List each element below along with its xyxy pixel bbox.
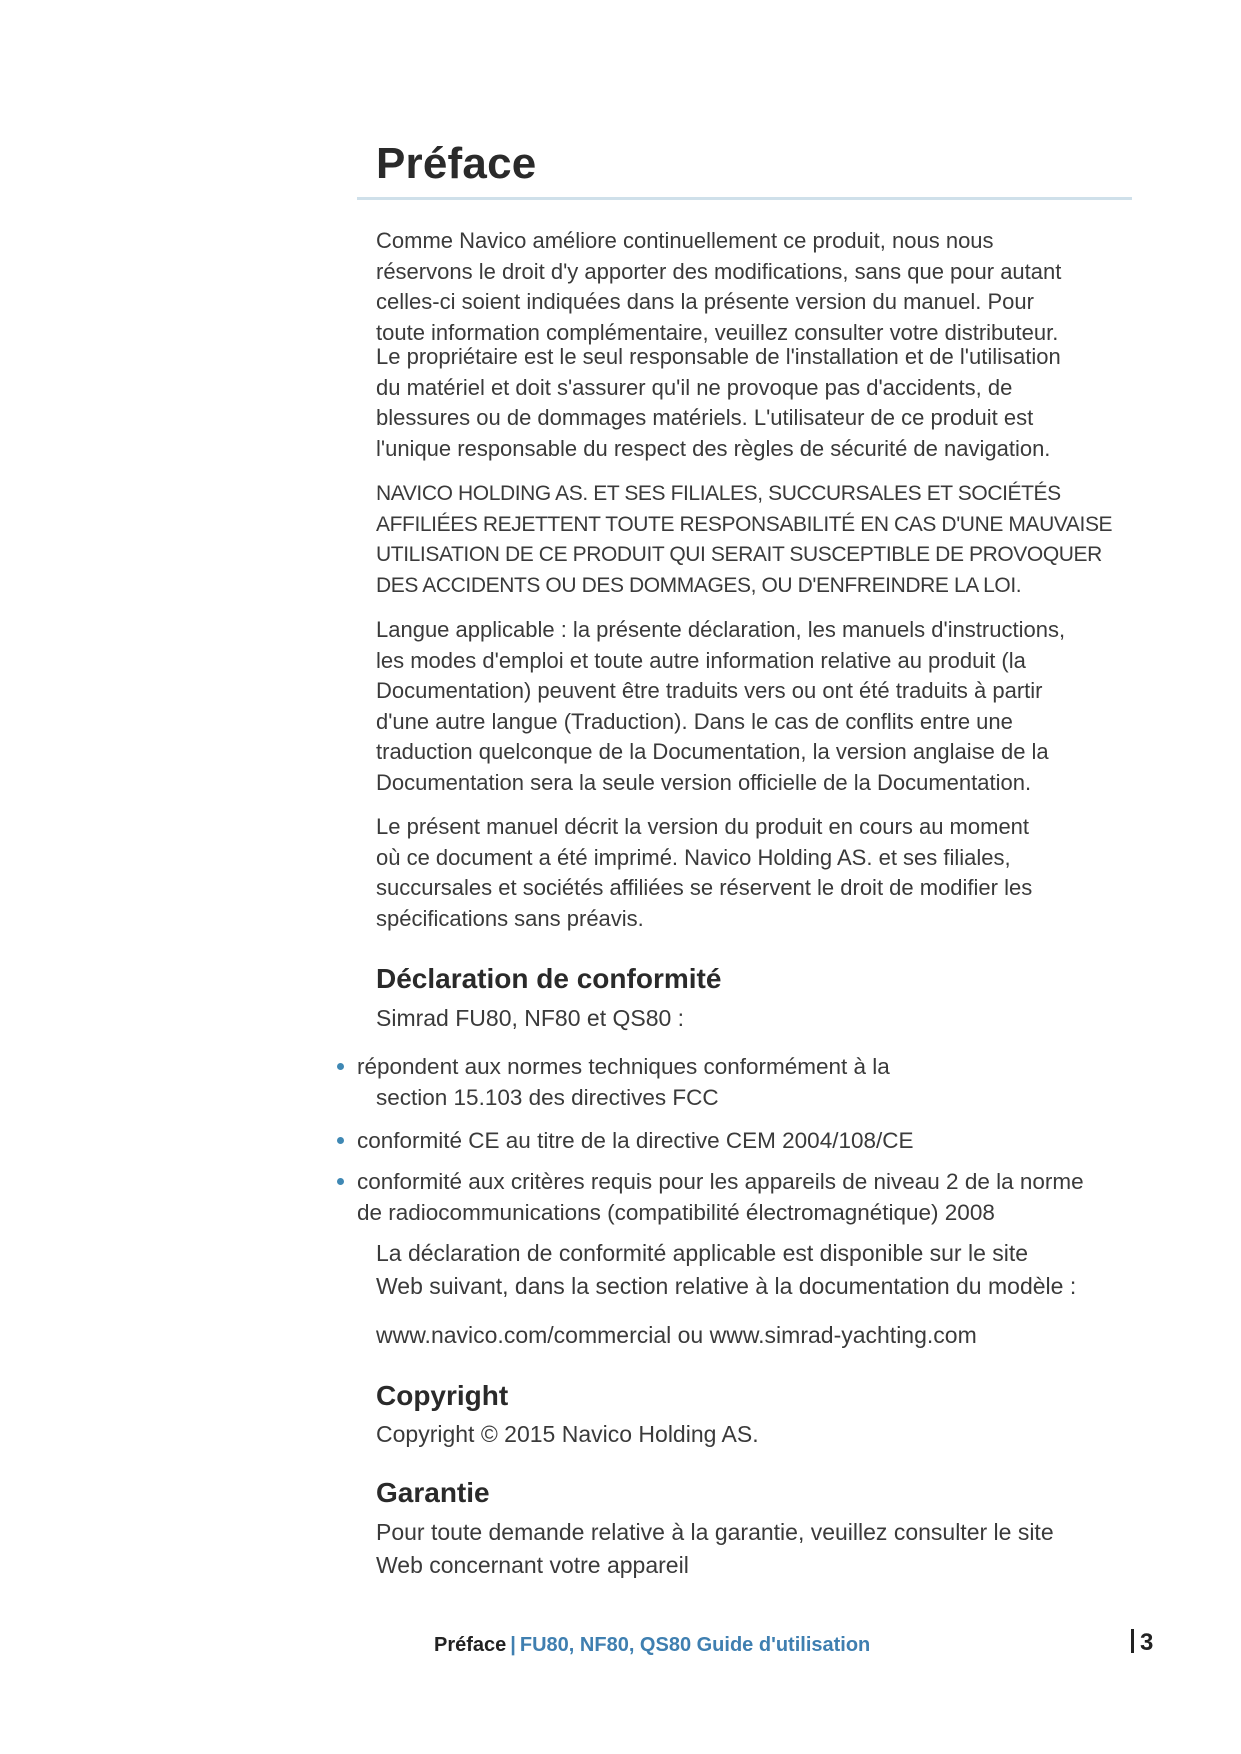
text-line: Copyright © 2015 Navico Holding AS. [376, 1421, 759, 1447]
conformity-availability [376, 1237, 1136, 1303]
warranty-text [376, 1516, 1136, 1582]
bullet-dot-icon [337, 1137, 344, 1144]
text-line: spécifications sans préavis. [376, 905, 644, 931]
page-number [1131, 1628, 1153, 1658]
conformity-intro [376, 1003, 1136, 1034]
text-line: Documentation) peuvent être traduits vers ou ont été traduits à partir [376, 678, 1043, 703]
bullet-text [357, 1125, 1137, 1156]
footer-document-title: FU80, NF80, QS80 Guide d'utilisation [519, 1634, 871, 1656]
copyright-heading: Copyright [376, 1380, 509, 1411]
text-line: blessures ou de dommages matériels. L'utilisateur de ce produit est [376, 405, 1034, 430]
text-line: Le propriétaire est le seul responsable de l'installation et de l'utilisation [376, 344, 1061, 369]
bullet-text [357, 1166, 1137, 1228]
preface-paragraph-3-disclaimer [376, 479, 1136, 601]
preface-paragraph-1 [376, 226, 1136, 348]
text-line: les modes d'emploi et toute autre information relative au produit (la [376, 647, 1026, 673]
text-line: du matériel et doit s'assurer qu'il ne provoque pas d'accidents, de [376, 374, 1013, 400]
text-line: www.navico.com/commercial ou www.simrad-yachting.com [376, 1322, 977, 1348]
text-line: Le présent manuel décrit la version du produit en cours au moment [376, 814, 1030, 839]
text-line: Web concernant votre appareil [376, 1552, 689, 1578]
text-line: toute information complémentaire, veuillez consulter votre distributeur. [376, 319, 1059, 345]
text-line: NAVICO HOLDING AS. ET SES FILIALES, SUCCURSALES ET SOCIÉTÉS [376, 482, 1061, 505]
conformity-websites [376, 1320, 1136, 1351]
text-line: répondent aux normes techniques conformément à la [357, 1054, 890, 1079]
text-line: AFFILIÉES REJETTENT TOUTE RESPONSABILITÉ EN CAS D'UNE MAUVAISE [376, 512, 1113, 536]
text-line: de radiocommunications (compatibilité électromagnétique) 2008 [357, 1200, 995, 1225]
text-line: section 15.103 des directives FCC [376, 1085, 719, 1110]
text-line: Langue applicable : la présente déclaration, les manuels d'instructions, [376, 617, 1066, 642]
text-line: conformité CE au titre de la directive CEM 2004/108/CE [357, 1128, 914, 1153]
preface-paragraph-5 [376, 812, 1136, 934]
preface-paragraph-4 [376, 615, 1136, 798]
copyright-text [376, 1419, 1136, 1450]
text-line: UTILISATION DE CE PRODUIT QUI SERAIT SUSCEPTIBLE DE PROVOQUER [376, 543, 1102, 566]
text-line: conformité aux critères requis pour les appareils de niveau 2 de la norme [357, 1169, 1084, 1194]
text-line: celles-ci soient indiquées dans la présente version du manuel. Pour [376, 289, 1034, 314]
text-line: l'unique responsable du respect des règles de sécurité de navigation. [376, 435, 1051, 461]
text-line: Pour toute demande relative à la garantie, veuillez consulter le site [376, 1519, 1054, 1545]
footer-separator: | [510, 1634, 516, 1656]
text-line: Simrad FU80, NF80 et QS80 : [376, 1005, 685, 1031]
text-line: Documentation sera la seule version officielle de la Documentation. [376, 769, 1032, 795]
warranty-heading: Garantie [376, 1477, 490, 1508]
page-title: Préface [376, 139, 537, 188]
conformity-heading: Déclaration de conformité [376, 963, 722, 994]
text-line: réservons le droit d'y apporter des modifications, sans que pour autant [376, 258, 1062, 284]
bullet-dot-icon [337, 1178, 344, 1185]
page-number-value: 3 [1140, 1629, 1154, 1656]
page-footer [434, 1632, 870, 1658]
text-line: traduction quelconque de la Documentation, la version anglaise de la [376, 739, 1049, 764]
title-underline [357, 197, 1132, 200]
text-line: d'une autre langue (Traduction). Dans le cas de conflits entre une [376, 708, 1013, 734]
text-line: succursales et sociétés affiliées se réservent le droit de modifier les [376, 875, 1033, 900]
text-line: La déclaration de conformité applicable est disponible sur le site [376, 1240, 1029, 1266]
text-line: Web suivant, dans la section relative à la documentation du modèle : [376, 1273, 1077, 1299]
text-line: où ce document a été imprimé. Navico Holding AS. et ses filiales, [376, 844, 1011, 870]
page-number-bar [1131, 1629, 1134, 1653]
text-line: Comme Navico améliore continuellement ce produit, nous nous [376, 228, 994, 253]
bullet-dot-icon [337, 1063, 344, 1070]
bullet-text [357, 1051, 1137, 1113]
footer-section-name: Préface [434, 1634, 507, 1656]
text-line: DES ACCIDENTS OU DES DOMMAGES, OU D'ENFREINDRE LA LOI. [376, 573, 1022, 597]
preface-paragraph-2 [376, 342, 1136, 464]
